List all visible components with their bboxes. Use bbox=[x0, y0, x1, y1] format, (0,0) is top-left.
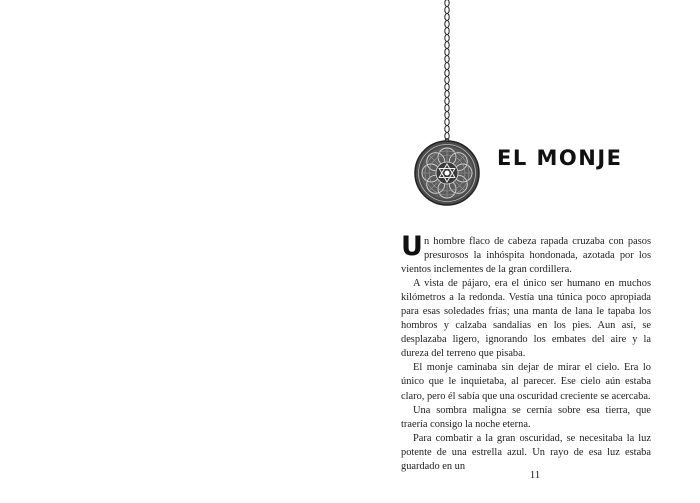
page-number: 11 bbox=[529, 469, 541, 481]
drop-cap: U bbox=[401, 231, 423, 262]
paragraph-3: El monje caminaba sin dejar de mirar el cielo. Era lo único que le inquietaba, al parecer. Ese cielo aún estaba claro, pero él sabía que una oscuridad creciente se acercaba. bbox=[401, 362, 651, 402]
mandala-medallion-icon bbox=[414, 140, 480, 206]
chapter-title: EL MONJE bbox=[497, 146, 623, 170]
chapter-body-text bbox=[401, 231, 651, 474]
hanging-chain-icon bbox=[437, 0, 457, 146]
paragraph-2: A vista de pájaro, era el único ser humano en muchos kilómetros a la redonda. Vestía una túnica poco apropiada para esas soledades frías; una manta de lana le tapaba los hombros y calzaba sandalias en los pies. Aun así, se desplazaba ligero, ignorando los embates del aire y la dureza del terreno que pisaba. bbox=[401, 278, 651, 360]
paragraph-5: Para combatir a la gran oscuridad, se necesitaba la luz potente de una estrella azul. Un rayo de esa luz estaba guardado en un bbox=[401, 432, 651, 472]
paragraph-1-text: n hombre flaco de cabeza rapada cruzaba con pasos presurosos la inhóspita hondonada, azotada por los vientos inclementes de la gran cordillera. bbox=[401, 236, 651, 276]
paragraph-1 bbox=[401, 231, 651, 277]
paragraph-4: Una sombra maligna se cernía sobre esa tierra, que traería consigo la noche eterna. bbox=[401, 404, 651, 430]
